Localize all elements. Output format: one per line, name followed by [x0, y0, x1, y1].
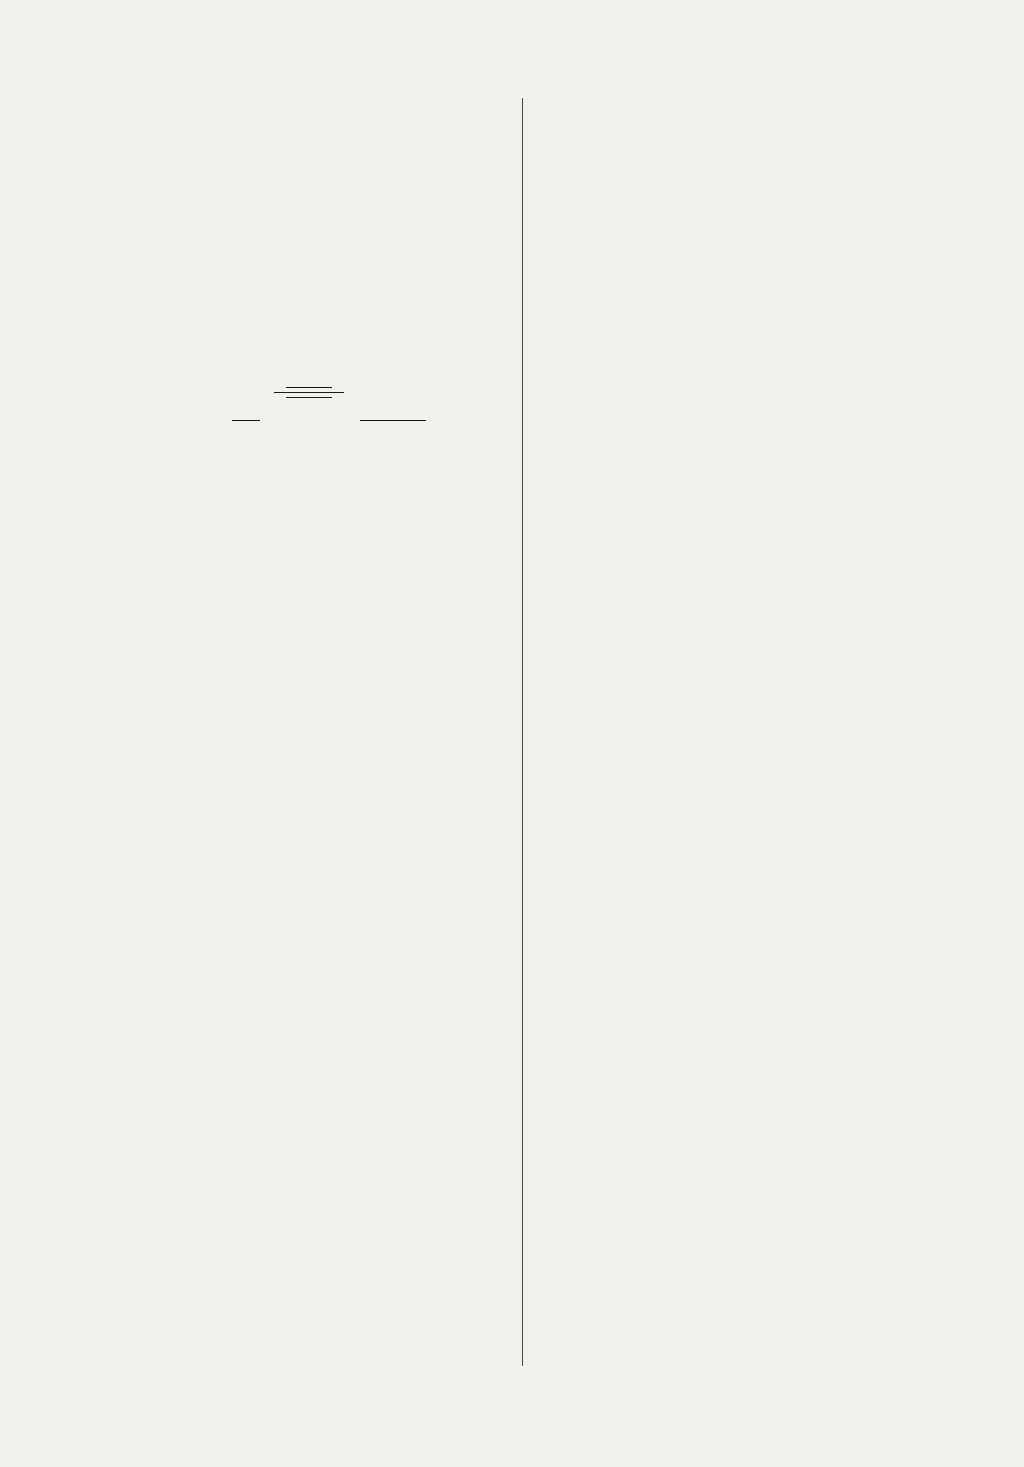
compound-fraction — [274, 386, 344, 399]
column-divider — [522, 98, 523, 1366]
ratio-fraction — [232, 418, 260, 423]
mass-temp-fraction — [360, 418, 426, 423]
